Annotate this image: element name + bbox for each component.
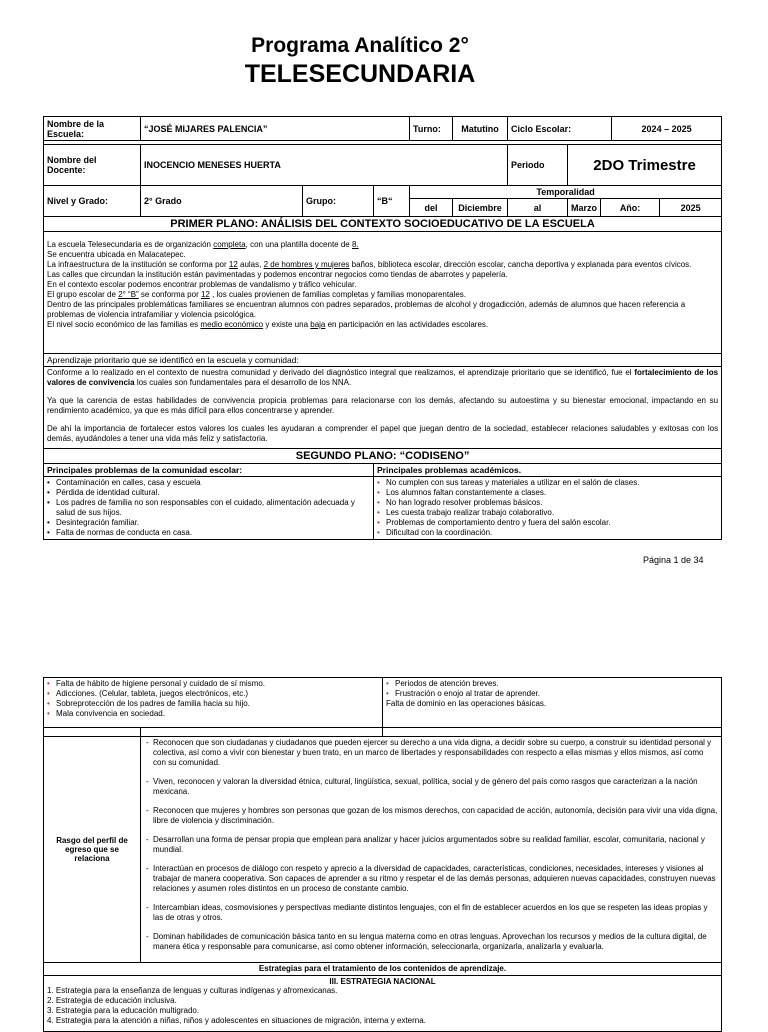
rasgos-section	[141, 737, 722, 963]
comunidad-problem-item: • Falta de normas de conducta en casa.	[47, 528, 370, 538]
rasgo-item: - Reconocen que mujeres y hombres son personas que gozan de los mismos derechos, con capacidad de acción, autonomía, decisión para vivir una vida digna, libre de violencia y discriminación.	[144, 806, 718, 826]
periodo-value: 2DO Trimestre	[568, 145, 722, 186]
temporalidad-label: Temporalidad	[410, 186, 722, 199]
comunidad-problem-item: • Sobreprotección de los padres de familia hacia su hijo.	[47, 699, 379, 709]
school-info-table	[43, 116, 722, 540]
page-number: Página 1 de 34	[643, 555, 704, 565]
context-line: En el contexto escolar podemos encontrar problemas de vandalismo y tráfico vehicular.	[47, 280, 357, 289]
aprendizaje-paragraph: De ahí la importancia de fortalecer estos valores los cuales les ayudaran a comprender el papel que juegan dentro de la sociedad, establecer relaciones saludables y exitosas con los demás, ayudándoles a tener una vida más feliz y satisfactoria.	[47, 424, 719, 443]
academic-problems	[374, 477, 722, 540]
context-line: El grupo escolar de 2° “B” se conforma por 12 , los cuales provienen de familias completas y familias monoparentales.	[47, 290, 466, 299]
rasgo-label: Rasgo del perfil de egreso que se relaciona	[44, 737, 141, 963]
comunidad-problem-item: • Desintegración familiar.	[47, 518, 370, 528]
estrategia-item: 4. Estrategia para la atención a niñas, niños y adolescentes en situaciones de migración, interna y externa.	[47, 1016, 426, 1025]
school-name-label: Nombre de la Escuela:	[44, 117, 141, 141]
estrategia-item: 2. Estrategia de educación inclusiva.	[47, 996, 177, 1005]
ciclo-label: Ciclo Escolar:	[508, 117, 612, 141]
academic-problem-item: • Problemas de comportamiento dentro y fuera del salón escolar.	[377, 518, 718, 528]
periodo-label: Periodo	[508, 145, 568, 186]
del-label: del	[410, 199, 453, 217]
comunidad-problems-label: Principales problemas de la comunidad escolar:	[44, 464, 374, 477]
context-line: La infraestructura de la institución se conforma por 12 aulas, 2 de hombres y mujeres baños, biblioteca escolar, dirección escolar, cancha deportiva y explanada para eventos cívicos.	[47, 260, 692, 269]
academic-problem-item: • No han logrado resolver problemas básicos.	[377, 498, 718, 508]
academic-problem-item: • Los alumnos faltan constantemente a clases.	[377, 488, 718, 498]
comunidad-problem-item: • Mala convivencia en sociedad.	[47, 709, 379, 719]
anio-label: Año:	[601, 199, 660, 217]
anio-value: 2025	[660, 199, 722, 217]
rasgo-item: - Interactúan en procesos de diálogo con respeto y aprecio a la diversidad de capacidades, características, condiciones, necesidades, intereses y visiones al trabajar de manera cooperativa. Son capaces de aprender a su ritmo y respetar el de las demás personas, adquieren nuevas capacidades, construyen nuevas relaciones y asumen roles distintos en un proceso de constante cambio.	[144, 864, 718, 894]
al-label: al	[508, 199, 568, 217]
rasgo-item: - Desarrollan una forma de pensar propia que emplean para analizar y hacer juicios argumentados sobre su realidad familiar, escolar, comunitaria, nacional y mundial.	[144, 835, 718, 855]
turno-value: Matutino	[453, 117, 508, 141]
turno-label: Turno:	[410, 117, 453, 141]
page2-table	[43, 677, 722, 1032]
document-title: Programa Analítico 2°	[251, 34, 469, 57]
grupo-label: Grupo:	[303, 186, 374, 217]
document-subtitle: TELESECUNDARIA	[244, 60, 476, 88]
rasgo-item: - Intercambian ideas, cosmovisiones y perspectivas mediante distintos lenguajes, con el fin de establecer acuerdos en los que se respeten las ideas propias y las de otras y otros.	[144, 903, 718, 923]
comunidad-problem-item: • Adicciones. (Celular, tableta, juegos electrónicos, etc.)	[47, 689, 379, 699]
aprendizaje-section	[44, 367, 722, 449]
estrategia-nacional-heading: III. ESTRATEGIA NACIONAL	[329, 977, 436, 986]
aprendizaje-paragraph: Conforme a lo realizado en el contexto de nuestra comunidad y derivado del diagnóstico integral que realizamos, el aprendizaje prioritario que se identificó, fue el fortalecimiento de los valores de convivencia los cuales son fundamentales para el desarrollo de los NNA.	[47, 368, 719, 387]
segundo-plano-title: SEGUNDO PLANO: “CODISENO”	[44, 449, 722, 464]
comunidad-problem-item: • Falta de hábito de higiene personal y cuidado de sí mismo.	[47, 679, 379, 689]
comunidad-problems-cont	[44, 678, 383, 728]
rasgo-item: - Reconocen que son ciudadanas y ciudadanos que pueden ejercer su derecho a una vida digna, a decidir sobre su cuerpo, a construir su identidad personal y colectiva, así como a vivir con bienestar y buen trato, en un marco de libertades y responsabilidades con respecto a ellas mismas y ellos mismos, así como con su comunidad.	[144, 738, 718, 768]
docente-name: INOCENCIO MENESES HUERTA	[141, 145, 508, 186]
estrategias-title: Estrategias para el tratamiento de los contenidos de aprendizaje.	[44, 963, 722, 976]
academic-problem-item: • Periodos de atención breves.	[386, 679, 718, 689]
nivel-label: Nivel y Grado:	[44, 186, 141, 217]
aprendizaje-paragraph: Ya que la carencia de estas habilidades de convivencia propicia problemas para relacionarse con los demás, afectando su autoestima y su bienestar emocional, impactando en su rendimiento académico, ya que es más difícil para ellos concentrarse y aprender.	[47, 396, 719, 415]
comunidad-problem-item: • Contaminación en calles, casa y escuela	[47, 478, 370, 488]
aprendizaje-label: Aprendizaje prioritario que se identificó en la escuela y comunidad:	[44, 354, 722, 367]
docente-label: Nombre del Docente:	[44, 145, 141, 186]
rasgo-item: - Viven, reconocen y valoran la diversidad étnica, cultural, lingüística, sexual, política, social y de género del país como rasgos que caracterizan a la nación mexicana.	[144, 777, 718, 797]
school-name: “JOSÉ MIJARES PALENCIA”	[141, 117, 410, 141]
context-line: Dentro de las principales problemáticas familiares se encuentran alumnos con padres separados, problemas de alcohol y drogadicción, además de alumnos que hacen referencia a problemas de violencia intrafamiliar y violencia psicológica.	[47, 300, 686, 319]
del-value: Diciembre	[453, 199, 508, 217]
context-line: Se encuentra ubicada en Malacatepec.	[47, 250, 186, 259]
comunidad-problems	[44, 477, 374, 540]
primer-plano-title: PRIMER PLANO: ANÁLISIS DEL CONTEXTO SOCIOEDUCATIVO DE LA ESCUELA	[44, 217, 722, 232]
academic-problem-item: • Les cuesta trabajo realizar trabajo colaborativo.	[377, 508, 718, 518]
context-line: Las calles que circundan la institución están pavimentadas y podemos encontrar negocios como tiendas de abarrotes y papelería.	[47, 270, 508, 279]
estrategia-item: 3. Estrategia para la educación multigrado.	[47, 1006, 200, 1015]
nivel-value: 2° Grado	[141, 186, 303, 217]
estrategia-item: 1. Estrategia para la enseñanza de lenguas y culturas indígenas y afromexicanas.	[47, 986, 338, 995]
academic-problem-item: • Frustración o enojo al tratar de aprender.	[386, 689, 718, 699]
estrategias-section	[44, 976, 722, 1032]
context-section	[44, 232, 722, 354]
context-line: La escuela Telesecundaria es de organización completa, con una plantilla docente de 8.	[47, 240, 359, 249]
al-value: Marzo	[568, 199, 601, 217]
grupo-value: “B“	[374, 186, 410, 217]
academic-problem-item: • No cumplen con sus tareas y materiales a utilizar en el salón de clases.	[377, 478, 718, 488]
academic-problems-cont	[383, 678, 722, 728]
context-line: El nivel socio económico de las familias es medio económico y existe una baja en participación en las actividades escolares.	[47, 320, 489, 329]
rasgo-item: - Dominan habilidades de comunicación básica tanto en su lengua materna como en otras lenguas. Aprovechan los recursos y medios de la cultura digital, de manera ética y responsable para comunicarse, así como obtener información, seleccionarla, organizarla, analizarla y evaluarla.	[144, 932, 718, 952]
academic-problems-label: Principales problemas académicos.	[374, 464, 722, 477]
comunidad-problem-item: • Los padres de familia no son responsables con el cuidado, alimentación adecuada y salud de sus hijos.	[47, 498, 370, 518]
ciclo-value: 2024 – 2025	[612, 117, 722, 141]
comunidad-problem-item: • Pérdida de identidad cultural.	[47, 488, 370, 498]
academic-problem-item: • Dificultad con la coordinación.	[377, 528, 718, 538]
academic-extra: Falta de dominio en las operaciones básicas.	[386, 699, 547, 708]
